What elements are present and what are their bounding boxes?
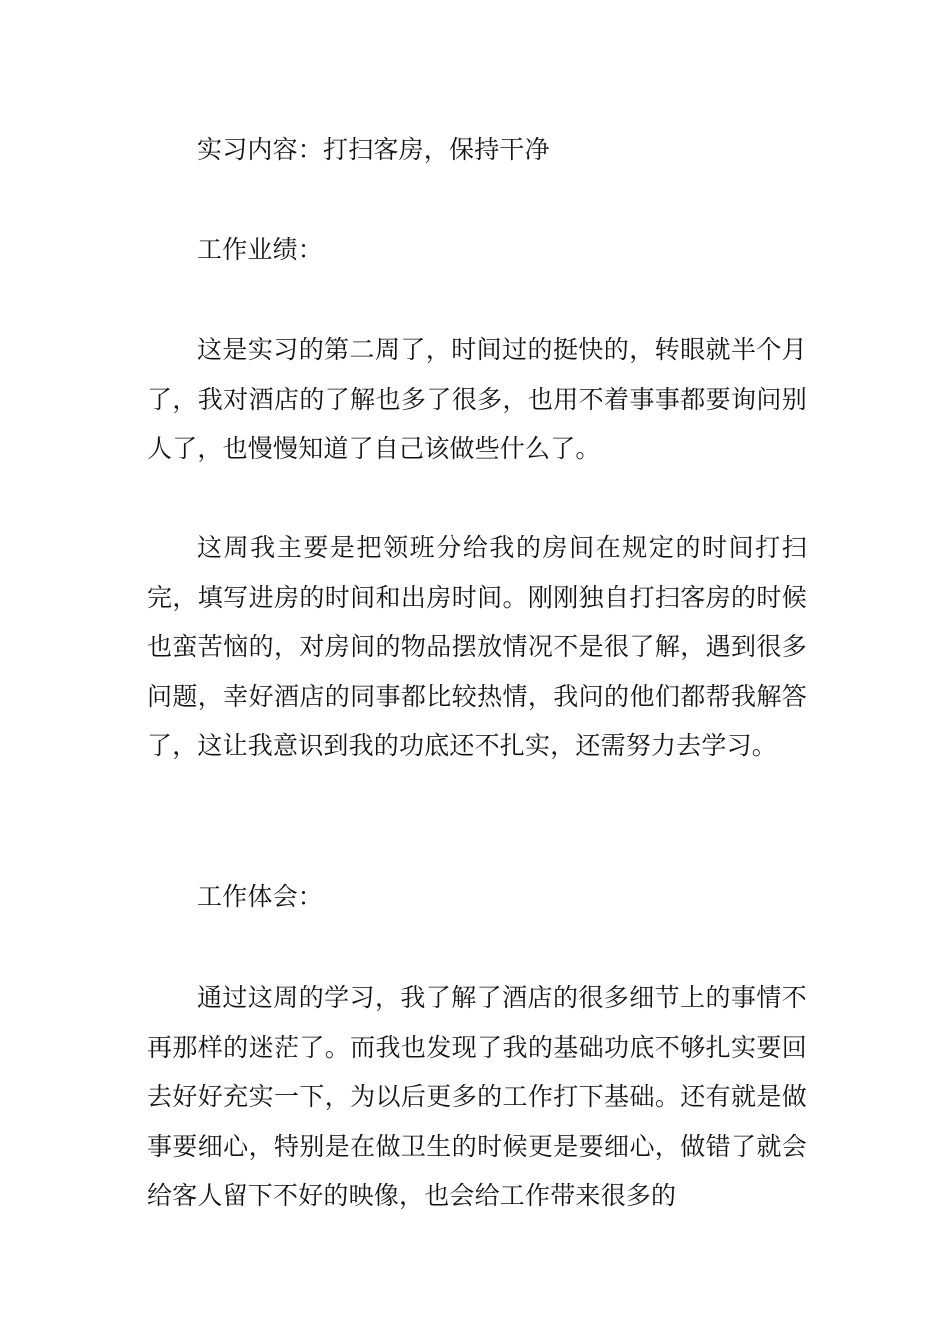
paragraph-room-cleaning: 这周我主要是把领班分给我的房间在规定的时间打扫完，填写进房的时间和出房时间。刚刚独自打扫客房的时候也蛮苦恼的，对房间的物品摆放情况不是很了解，遇到很多问题，幸好酒店的同事都比较热情，我问的他们都帮我解答了，这让我意识到我的功底还不扎实，还需努力去学习。 xyxy=(147,533,807,761)
paragraph-reflection: 通过这周的学习，我了解了酒店的很多细节上的事情不再那样的迷茫了。而我也发现了我的基础功底不够扎实要回去好好充实一下，为以后更多的工作打下基础。还有就是做事要细心，特别是在做卫生的时候更是要细心，做错了就会给客人留下不好的映像，也会给工作带来很多的 xyxy=(147,983,807,1211)
work-experience-heading: 工作体会： xyxy=(197,882,324,911)
work-performance-heading: 工作业绩： xyxy=(197,235,324,264)
internship-content-line: 实习内容：打扫客房，保持干净 xyxy=(197,135,550,164)
paragraph-second-week: 这是实习的第二周了，时间过的挺快的，转眼就半个月了，我对酒店的了解也多了很多，也用不着事事都要询问别人了，也慢慢知道了自己该做些什么了。 xyxy=(147,335,807,464)
